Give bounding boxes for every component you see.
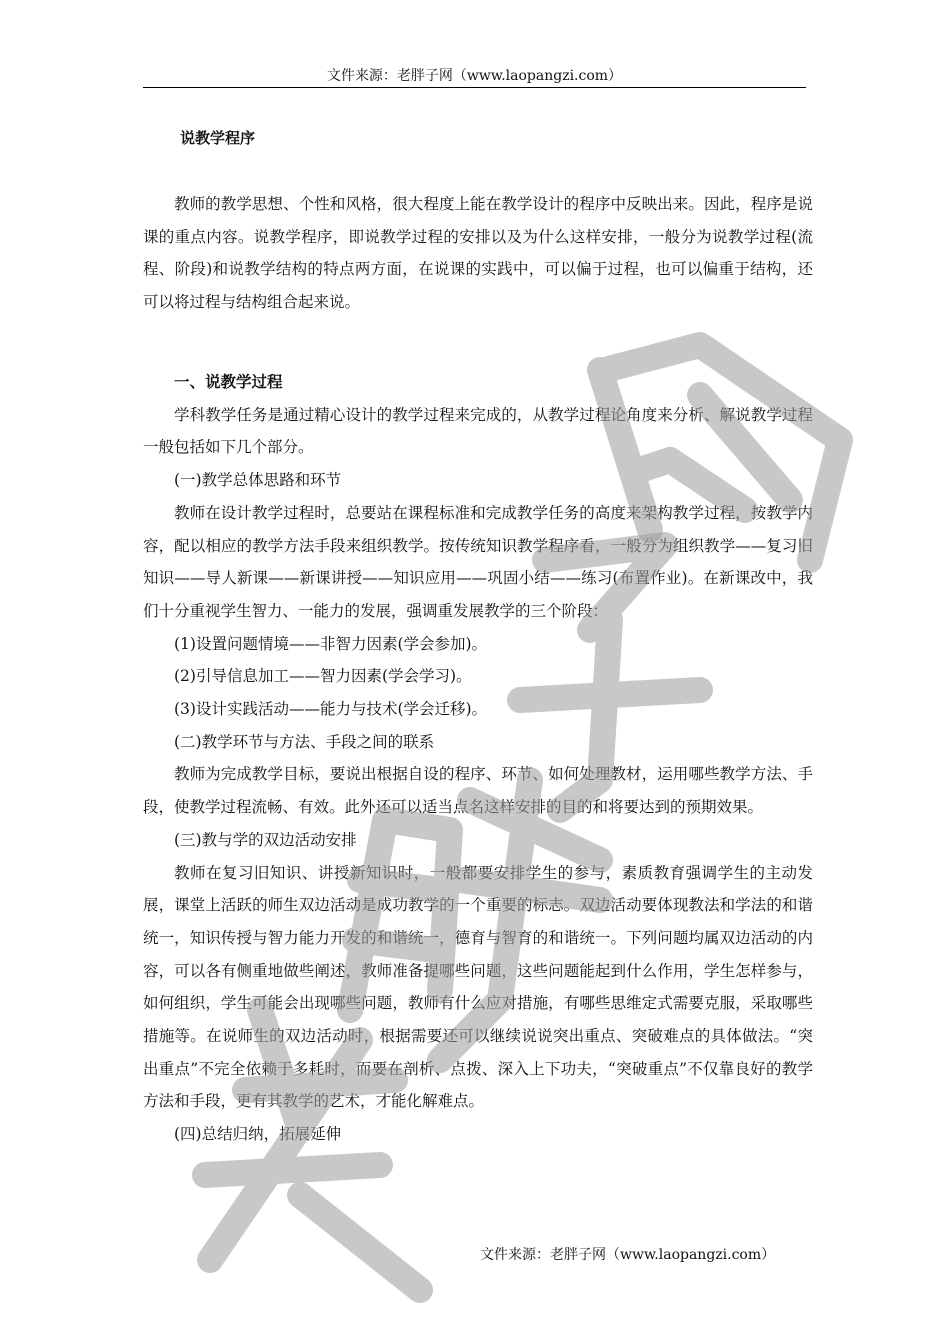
subsection-heading-3: (三)教与学的双边活动安排 [174, 830, 357, 849]
list-item: (2)引导信息加工——智力因素(学会学习)。 [174, 667, 472, 686]
intro-block [143, 188, 813, 319]
section-intro-paragraph: 学科教学任务是通过精心设计的教学过程来完成的，从教学过程论角度来分析、解说教学过程一般包括如下几个部分。 [143, 405, 813, 457]
subsection-heading-2: (二)教学环节与方法、手段之间的联系 [174, 732, 435, 751]
subsection-paragraph-3: 教师在复习旧知识、讲授新知识时，一般都要安排学生的参与，素质教育强调学生的主动发展，课堂上活跃的师生双边活动是成功教学的一个重要的标志。双边活动要体现教法和学法的和谐统一，知识传授与智力能力开发的和谐统一，德育与智育的和谐统一。下列问题均属双边活动的内容，可以各有侧重地做些阐述，教师准备提哪些问题，这些问题能起到什么作用，学生怎样参与，如何组织，学生可能会出现哪些问题，教师有什么应对措施，有哪些思维定式需要克服，采取哪些措施等。在说师生的双边活动时，根据需要还可以继续说说突出重点、突破难点的具体做法。“突出重点”不完全依赖于多耗时，而要在剖析、点拨、深入上下功夫，“突破重点”不仅靠良好的教学方法和手段，更有其教学的艺术，才能化解难点。 [143, 863, 813, 1111]
subsection-paragraph-1: 教师在设计教学过程时，总要站在课程标准和完成教学任务的高度来架构教学过程，按教学内容，配以相应的教学方法手段来组织教学。按传统知识教学程序看，一般分为组织教学——复习旧知识——导人新课——新课讲授——知识应用——巩固小结——练习(布置作业)。在新课改中，我们十分重视学生智力、一能力的发展，强调重发展教学的三个阶段： [143, 503, 813, 620]
document-title: 说教学程序 [180, 129, 256, 147]
main-content [143, 366, 813, 1151]
intro-paragraph: 教师的教学思想、个性和风格，很大程度上能在教学设计的程序中反映出来。因此，程序是说课的重点内容。说教学程序，即说教学过程的安排以及为什么这样安排，一般分为说教学过程(流程、阶段)和说教学结构的特点两方面，在说课的实践中，可以偏于过程，也可以偏重于结构，还可以将过程与结构组合起来说。 [143, 195, 813, 312]
page-header-source: 文件来源：老胖子网（www.laopangzi.com） [143, 66, 806, 88]
subsection-paragraph-2: 教师为完成教学目标，要说出根据自设的程序、环节、如何处理教材，运用哪些教学方法、手段，使教学过程流畅、有效。此外还可以适当点名这样安排的目的和将要达到的预期效果。 [143, 765, 813, 817]
page-footer-source: 文件来源：老胖子网（www.laopangzi.com） [480, 1247, 776, 1263]
list-item: (3)设计实践活动——能力与技术(学会迁移)。 [174, 700, 488, 719]
section-heading: 一、说教学过程 [174, 372, 283, 391]
list-item: (1)设置问题情境——非智力因素(学会参加)。 [174, 634, 488, 653]
subsection-heading-4: (四)总结归纳，拓展延伸 [174, 1125, 342, 1144]
subsection-heading-1: (一)教学总体思路和环节 [174, 471, 342, 490]
